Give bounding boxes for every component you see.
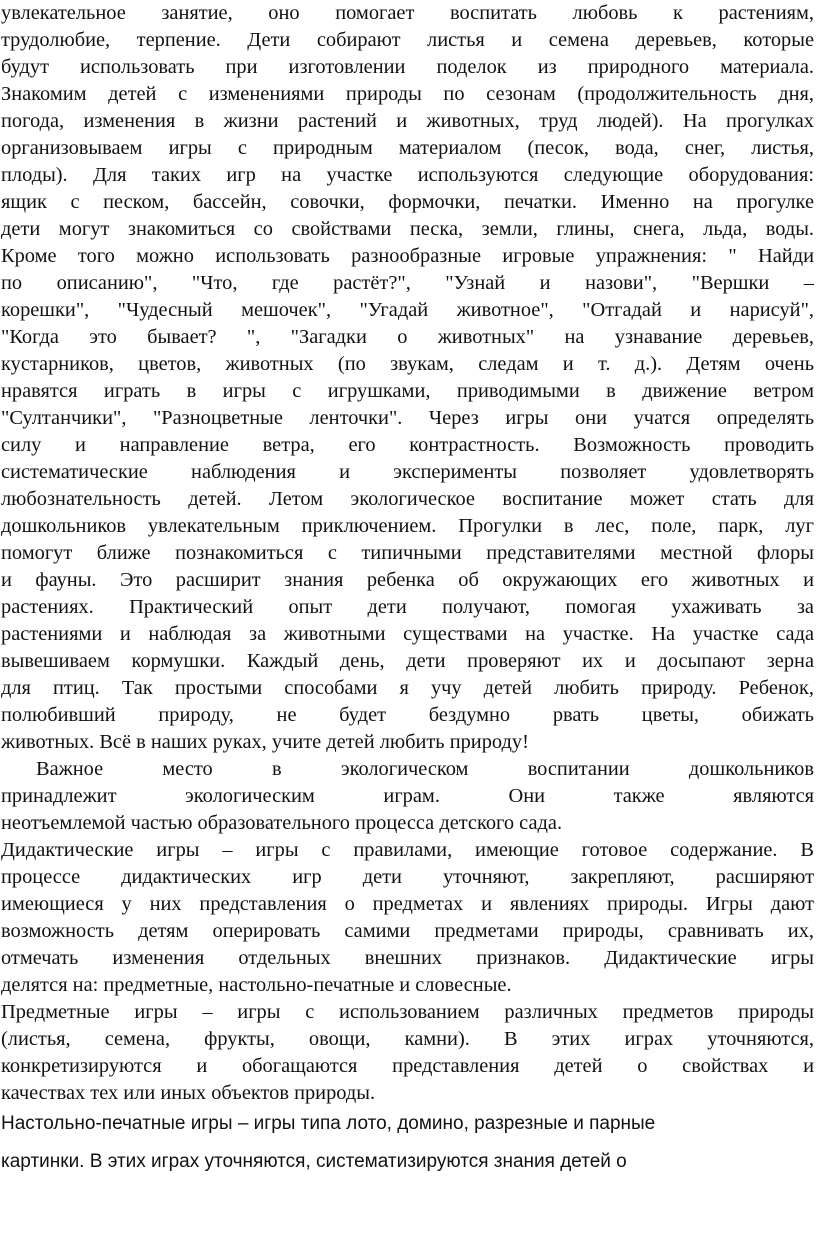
text-line: качествах тех или иных объектов природы. — [1, 1082, 376, 1104]
text-line: Кроме того можно использовать разнообразные игровые упражнения: " Найди — [1, 245, 814, 267]
text-line: неотъемлемой частью образовательного процесса детского сада. — [1, 812, 563, 834]
text-line: имеющиеся у них представления о предметах и явлениях природы. Игры дают — [1, 893, 814, 915]
text-line: погода, изменения в жизни растений и животных, труд людей). На прогулках — [1, 110, 814, 132]
text-line: любознательность детей. Летом экологическое воспитание может стать для — [1, 488, 814, 510]
text-line: картинки. В этих играх уточняются, систематизируются знания детей о — [1, 1151, 627, 1172]
text-line: процессе дидактических игр дети уточняют, закрепляют, расширяют — [1, 866, 814, 888]
text-line: принадлежит экологическим играм. Они также являются — [1, 785, 814, 807]
text-line: растениями и наблюдая за животными существами на участке. На участке сада — [1, 623, 814, 645]
text-line: Знакомим детей с изменениями природы по сезонам (продолжительность дня, — [1, 83, 814, 105]
text-line: делятся на: предметные, настольно-печатные и словесные. — [1, 974, 512, 996]
text-line: будут использовать при изготовлении поделок из природного материала. — [1, 56, 814, 78]
text-line: отмечать изменения отдельных внешних признаков. Дидактические игры — [1, 947, 814, 969]
text-line: конкретизируются и обогащаются представления детей о свойствах и — [1, 1055, 814, 1077]
text-line: (листья, семена, фрукты, овощи, камни). В этих играх уточняются, — [1, 1028, 814, 1050]
text-line: кустарников, цветов, животных (по звукам, следам и т. д.). Детям очень — [1, 353, 814, 375]
text-line: растениях. Практический опыт дети получают, помогая ухаживать за — [1, 596, 814, 618]
text-line: плоды). Для таких игр на участке используются следующие оборудования: — [1, 164, 814, 186]
text-line: помогут ближе познакомиться с типичными представителями местной флоры — [1, 542, 814, 564]
text-line: животных. Всё в наших руках, учите детей любить природу! — [1, 731, 529, 753]
text-line: возможность детям оперировать самими предметами природы, сравнивать их, — [1, 920, 814, 942]
text-line: дети могут знакомиться со свойствами песка, земли, глины, снега, льда, воды. — [1, 218, 814, 240]
text-line: Настольно-печатные игры – игры типа лото, домино, разрезные и парные — [1, 1113, 656, 1134]
text-line: Дидактические игры – игры с правилами, имеющие готовое содержание. В — [1, 839, 814, 861]
text-line: нравятся играть в игры с игрушками, приводимыми в движение ветром — [1, 380, 814, 402]
text-line: корешки", "Чудесный мешочек", "Угадай животное", "Отгадай и нарисуй", — [1, 299, 814, 321]
text-line: Предметные игры – игры с использованием различных предметов природы — [1, 1001, 814, 1023]
text-line: организовываем игры с природным материалом (песок, вода, снег, листья, — [1, 137, 814, 159]
text-line: ящик с песком, бассейн, совочки, формочки, печатки. Именно на прогулке — [1, 191, 814, 213]
text-line: силу и направление ветра, его контрастность. Возможность проводить — [1, 434, 814, 456]
text-line: "Когда это бывает? ", "Загадки о животных" на узнавание деревьев, — [1, 326, 814, 348]
text-line: и фауны. Это расширит знания ребенка об окружающих его животных и — [1, 569, 814, 591]
text-line: Важное место в экологическом воспитании дошкольников — [36, 758, 814, 780]
text-line: трудолюбие, терпение. Дети собирают листья и семена деревьев, которые — [1, 29, 814, 51]
text-line: полюбивший природу, не будет бездумно рвать цветы, обижать — [1, 704, 814, 726]
text-line: по описанию", "Что, где растёт?", "Узнай и назови", "Вершки – — [1, 272, 814, 294]
text-line: "Султанчики", "Разноцветные ленточки". Через игры они учатся определять — [1, 407, 814, 429]
text-line: систематические наблюдения и эксперименты позволяет удовлетворять — [1, 461, 814, 483]
text-line: дошкольников увлекательным приключением. Прогулки в лес, поле, парк, луг — [1, 515, 814, 537]
text-line: вывешиваем кормушки. Каждый день, дети проверяют их и досыпают зерна — [1, 650, 814, 672]
text-line: увлекательное занятие, оно помогает воспитать любовь к растениям, — [1, 2, 814, 24]
text-line: для птиц. Так простыми способами я учу детей любить природу. Ребенок, — [1, 677, 814, 699]
